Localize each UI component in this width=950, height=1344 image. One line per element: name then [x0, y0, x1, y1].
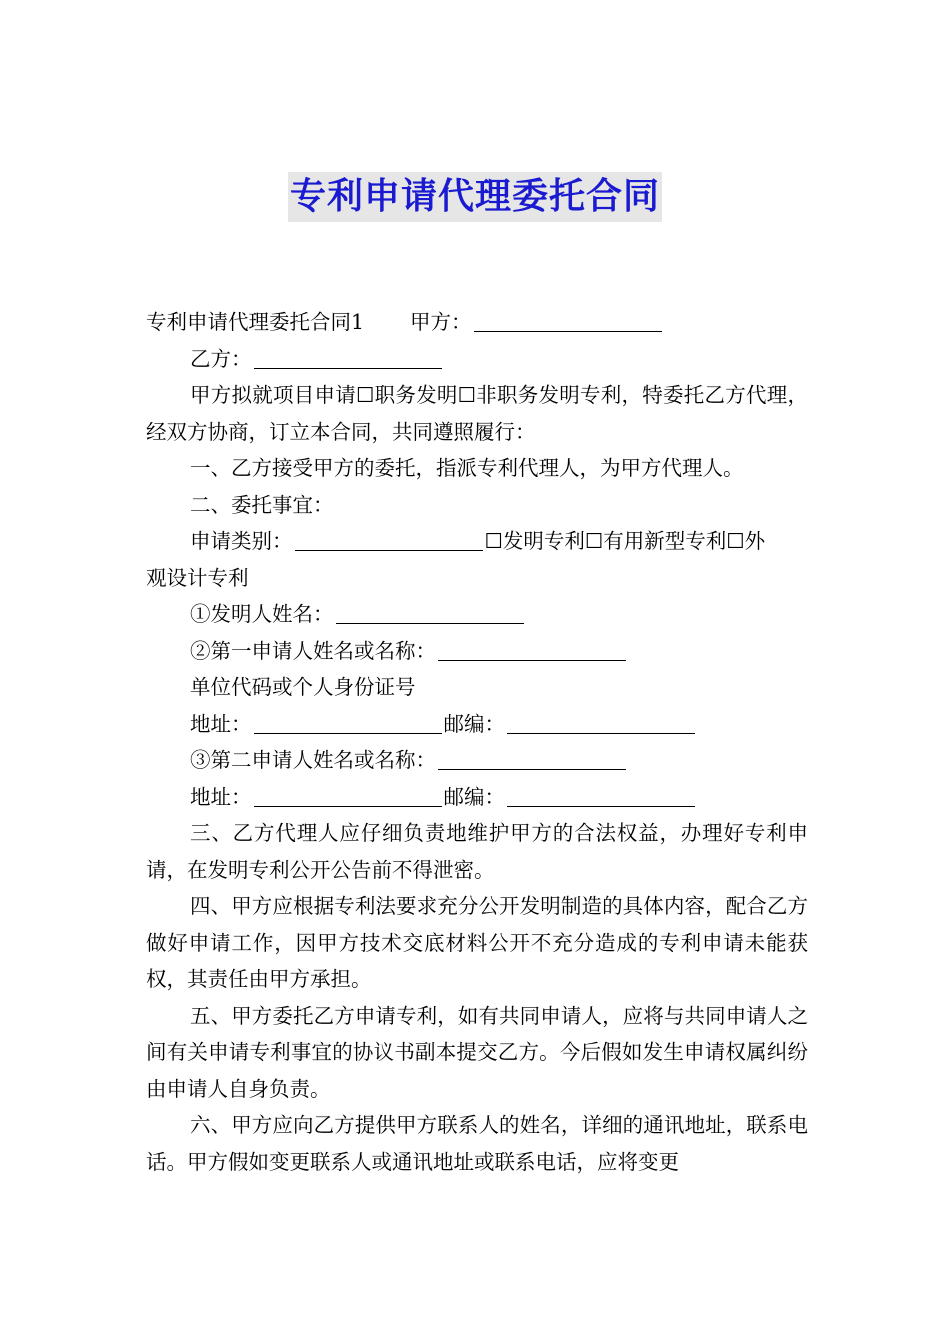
second-address-line	[146, 779, 808, 816]
header-line	[146, 304, 808, 341]
application-type-label: 申请类别：	[190, 529, 293, 553]
postcode-blank	[507, 786, 695, 807]
second-applicant-blank	[438, 749, 626, 770]
address-label: 地址：	[190, 711, 252, 736]
clause-5: 五、甲方委托乙方申请专利，如有共同申请人，应将与共同申请人之间有关申请专利事宜的协议书副本提交乙方。今后假如发生申请权属纠纷由申请人自身负责。	[146, 1003, 808, 1101]
title-container	[0, 172, 950, 222]
second-applicant-label: ③第二申请人姓名或名称：	[190, 748, 436, 772]
application-type-line	[146, 523, 808, 560]
postcode-label: 邮编：	[443, 711, 505, 736]
postcode-label: 邮编：	[443, 784, 505, 809]
address-blank	[254, 713, 442, 734]
intro-paragraph: 甲方拟就项目申请☐职务发明☐非职务发明专利，特委托乙方代理，经双方协商，订立本合同，共同遵照履行：	[146, 383, 808, 444]
party-b-line	[146, 341, 808, 378]
clause-2-heading: 二、委托事宜：	[190, 492, 334, 517]
party-b-label: 乙方：	[190, 346, 252, 371]
document-body	[146, 304, 808, 1180]
party-a-label: 甲方：	[410, 310, 472, 334]
inventor-line	[146, 596, 808, 633]
clause-4: 四、甲方应根据专利法要求充分公开发明制造的具体内容，配合乙方做好申请工作，因甲方技术交底材料公开不充分造成的专利申请未能获权，其责任由甲方承担。	[146, 894, 808, 991]
party-b-blank	[254, 348, 442, 369]
inventor-label: ①发明人姓名：	[190, 602, 334, 626]
doc-name: 专利申请代理委托合同1	[146, 310, 365, 334]
first-applicant-blank	[438, 640, 626, 661]
second-applicant-line	[146, 742, 808, 779]
application-type-continuation: 观设计专利	[146, 565, 249, 590]
first-applicant-line	[146, 633, 808, 670]
postcode-blank	[507, 713, 695, 734]
first-address-line	[146, 706, 808, 743]
address-label: 地址：	[190, 784, 252, 809]
application-type-blank	[295, 530, 483, 551]
party-a-blank	[474, 311, 662, 332]
clause-1: 一、乙方接受甲方的委托，指派专利代理人，为甲方代理人。	[190, 456, 744, 480]
id-line: 单位代码或个人身份证号	[190, 675, 416, 699]
first-applicant-label: ②第一申请人姓名或名称：	[190, 638, 436, 663]
application-type-options: ☐发明专利☐有用新型专利☐外	[484, 529, 766, 553]
document-title: 专利申请代理委托合同	[288, 172, 662, 222]
inventor-blank	[336, 603, 524, 624]
clause-3: 三、乙方代理人应仔细负责地维护甲方的合法权益，办理好专利申请，在发明专利公开公告前不得泄密。	[146, 821, 808, 882]
clause-6: 六、甲方应向乙方提供甲方联系人的姓名，详细的通讯地址，联系电话。甲方假如变更联系人或通讯地址或联系电话，应将变更	[146, 1113, 808, 1174]
address-blank	[254, 786, 442, 807]
